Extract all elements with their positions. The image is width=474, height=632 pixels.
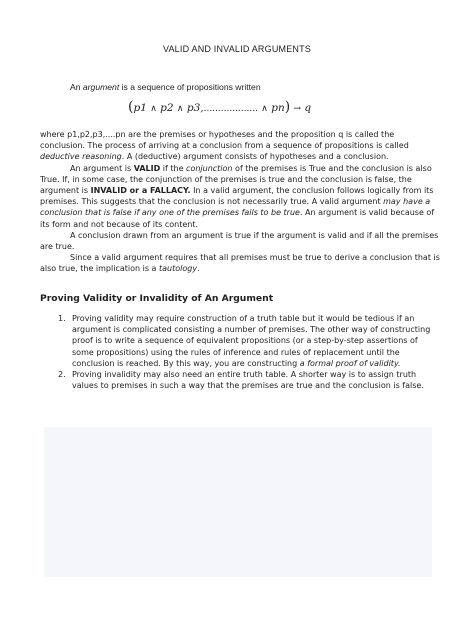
blank-shaded-area [44,427,432,577]
list-number: 1. [58,314,66,323]
para1-text-b: . A (deductive) argument consists of hypotheses and a conclusion. [121,152,389,162]
paragraph-tautology [40,252,440,274]
section-heading: Proving Validity or Invalidity of An Argument [40,293,274,304]
list-item [40,369,440,391]
deductive-reasoning-term: deductive reasoning [40,152,122,162]
body-text [40,129,440,275]
formula-q: q [304,102,312,114]
formal-proof-term: a formal proof of validity. [299,358,401,368]
formula-and-2: ∧ [176,104,184,114]
invalid-term: INVALID or a FALLACY. [90,186,191,196]
paragraph-validity [40,163,440,230]
para4-text-a: Since a valid argument requires that all premises must be true to derive a conclusion that is also true, the implication is a [40,253,440,274]
para4-text-b: . [197,264,200,274]
formula-p1: p1 [133,102,147,114]
para2-text-e: . An argument is valid because of its form and not because of its content. [40,208,435,229]
para2-text-b: if the [160,163,187,173]
intro-line [70,82,261,92]
valid-term: VALID [133,163,161,173]
paragraph-conclusion: A conclusion drawn from an argument is true if the argument is valid and if all the premises are true. [40,230,439,252]
argument-term: argument [82,82,120,92]
para2-text-c: of the premises is True and the conclusion is also True. If, in some case, the conjunction of the premises is true and the conclusion is false, the argument is [40,163,432,196]
formula-p3: p3, [186,102,204,114]
list-item-text: Proving validity may require construction of a truth table but it would be tedious if an argument is complicated consisting a number of premises. The other way of constructing proof is to write a sequence of equivalent propositions (or a step-by-step assertions of some propositions) using the rules of inference and rules of replacement until the conclusion is reached. By this way, you are constructing [72,314,431,368]
para2-text-a: An argument is [70,163,134,173]
formula-close-paren: ) [284,99,291,115]
formula-dots: ................... [203,104,258,114]
formula-p2: p2 [160,102,174,114]
list-item-text: Proving invalidity may also need an entire truth table. A shorter way is to assign truth values to premises in such a way that the premises are true and the conclusion is false. [72,370,424,391]
document-title: VALID AND INVALID ARGUMENTS [162,44,312,54]
intro-suffix: is a sequence of propositions written [119,82,261,92]
list-item [40,313,440,369]
formula-and-1: ∧ [150,104,157,114]
list-number: 2. [58,370,66,380]
para1-text-a: where p1,p2,p3,....pn are the premises or hypotheses and the proposition q is called the conclusion. The process of arriving at a conclusion from a sequence of propositions is called [40,130,409,151]
proof-methods-list [40,313,440,391]
formula-arrow: → [293,104,302,114]
formula-and-3: ∧ [261,104,268,114]
formula-pn: pn [271,102,285,114]
para2-italic-text: may have a conclusion that is false if any one of the premises fails to be true [40,197,431,218]
formula-open-paren: ( [128,99,134,115]
paragraph-definition [40,129,440,163]
tautology-term: tautology [159,264,198,274]
conjunction-term: conjunction [186,163,233,173]
argument-formula [128,99,312,115]
intro-prefix: An [70,82,83,92]
para2-text-d: In a valid argument, the conclusion follows logically from its premises. This suggests that the conclusion is not necessarily true. A valid argument [40,186,434,207]
